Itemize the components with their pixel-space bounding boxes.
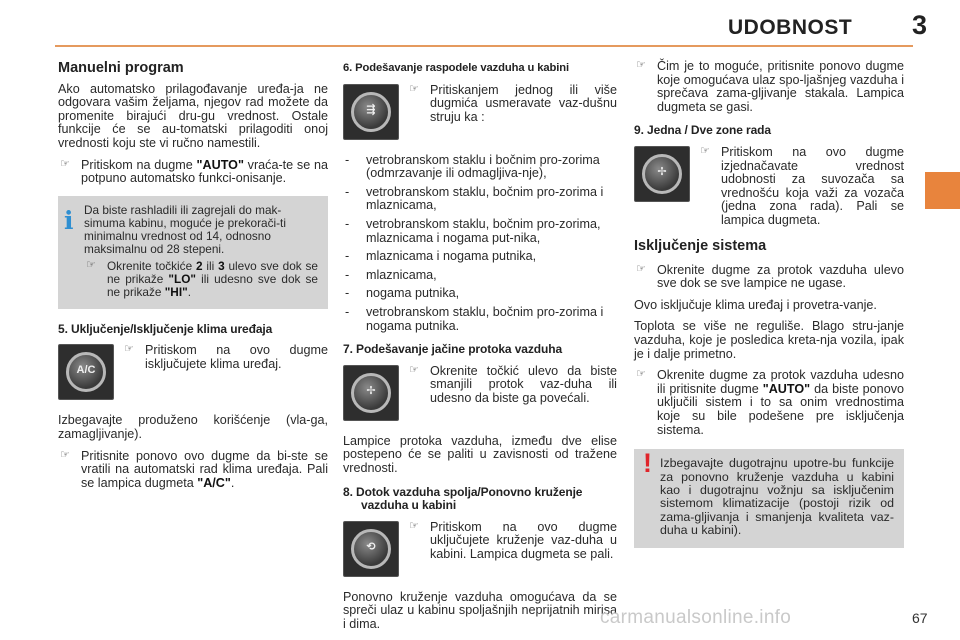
bullet-flow: ☞ Okrenite točkić ulevo da biste smanjili protok vaz-duha ili udesno da biste ga povećali. <box>409 363 617 405</box>
warning-box <box>634 449 904 547</box>
column-right <box>634 58 904 548</box>
pointing-hand-icon: ☞ <box>700 144 710 157</box>
pointing-hand-icon: ☞ <box>60 157 70 170</box>
pointing-hand-icon: ☞ <box>124 343 134 356</box>
distribution-button-block <box>343 84 617 146</box>
distribution-item: - vetrobranskom staklu, bočnim pro-zorima i nogama putnika. <box>345 304 604 333</box>
fan-icon: ✢ <box>366 384 376 397</box>
warning-text: Izbegavajte dugotrajnu upotre-bu funkcije za ponovno kruženje vazduha u kabini kao i dugotrajnu vožnju sa isključenim sistemom klimatizacije (postoji rizik od zama-gljivanja i smanjenja kvaliteta vaz-duha u kabini). <box>660 456 894 538</box>
distribution-item: - mlaznicama i nogama putnika, <box>345 249 537 264</box>
section-title-8: 8. Dotok vazduha spolja/Ponovno kruženje vazduha u kabini <box>343 484 583 513</box>
ac-button-block <box>58 344 328 406</box>
air-flow-knob-image <box>343 365 399 421</box>
zone-button-block <box>634 146 904 232</box>
section-title-9: 9. Jedna / Dve zone rada <box>634 123 771 138</box>
pointing-hand-icon: ☞ <box>409 519 419 532</box>
pointing-hand-icon: ☞ <box>636 262 646 275</box>
pointing-hand-icon: ☞ <box>636 368 646 381</box>
distribution-item: - vetrobranskom staklu i bočnim pro-zorima (odmrzavanje ili odmagljiva-nje), <box>345 152 600 181</box>
section-title-5: 5. Uključenje/Isključenje klima uređaja <box>58 321 273 336</box>
section-title-off: Isključenje sistema <box>634 237 767 254</box>
bullet-zone: ☞ Pritiskom na ovo dugme izjednačavate vrednost udobnosti za suvozača sa vrednošću koja važi za vozača (jedna zona rada). Pali se lampica dugmeta. <box>700 144 904 227</box>
recirculation-button-image <box>343 521 399 577</box>
bullet-ac-off: ☞ Pritiskom na ovo dugme isključujete klima uređaj. <box>124 343 328 371</box>
pointing-hand-icon: ☞ <box>86 258 96 271</box>
flow-knob-block <box>343 365 617 427</box>
pointing-hand-icon: ☞ <box>60 448 70 461</box>
mono-zone-button-image <box>634 146 690 202</box>
exclamation-icon: ! <box>643 448 652 479</box>
header-divider <box>55 45 913 47</box>
off-text-2: Toplota se više ne reguliše. Blago stru-janje vazduha, koje je posledica kreta-nja vozila, ipak je i dalje primetno. <box>634 319 904 361</box>
distribution-item: - mlaznicama, <box>345 267 437 282</box>
bullet-outside-air: ☞ Čim je to moguće, pritisnite ponovo dugme koje omogućava ulaz spo-ljašnjeg vazduha i sprečava zama-gljivanje stakala. Lampica dugmeta se gasi. <box>636 59 904 114</box>
pointing-hand-icon: ☞ <box>409 82 419 95</box>
distribution-item: - nogama putnika, <box>345 286 460 301</box>
info-box <box>58 196 328 309</box>
pointing-hand-icon: ☞ <box>636 59 646 71</box>
chapter-number: 3 <box>912 10 928 40</box>
column-left <box>58 58 328 498</box>
watermark: carmanualsonline.info <box>600 607 792 628</box>
info-icon: i <box>64 205 74 235</box>
air-flow-icon: ⇶ <box>366 103 376 116</box>
page-number: 67 <box>912 610 928 626</box>
bullet-off: ☞ Okrenite dugme za protok vazduha ulevo sve dok se sve lampice ne ugase. <box>636 262 904 291</box>
off-text-1: Ovo isključuje klima uređaj i provetra-vanje. <box>634 297 877 312</box>
bullet-distribution: ☞ Pritiskanjem jednog ili više dugmića usmeravate vaz-dušnu struju ka : <box>409 82 617 124</box>
recirculation-text: Ponovno kruženje vazduha omogućava da se spreči ulaz u kabinu spoljašnjih neprijatnih mirisa i dima. <box>343 589 617 631</box>
ac-button-image <box>58 344 114 400</box>
section-title-7: 7. Podešavanje jačine protoka vazduha <box>343 342 563 357</box>
distribution-item: - vetrobranskom staklu, bočnim pro-zorima i mlaznicama, <box>345 184 604 213</box>
ac-avoid-text: Izbegavajte produženo korišćenje (vla-ga, zamagljivanje). <box>58 413 328 441</box>
info-text: Da biste rashladili ili zagrejali do mak-simuma kabinu, moguće je prekorači-ti minimalnu vrednost od 14, odnosno maksimalnu od 28 stepeni. <box>84 202 286 256</box>
distribution-item: - vetrobranskom staklu, bočnim pro-zorima, mlaznicama i nogama put-nika, <box>345 216 601 245</box>
ac-button-label: A/C <box>76 364 96 377</box>
bullet-recirculation: ☞ Pritiskom na ovo dugme uključujete kruženje vaz-duha u kabini. Lampica dugmeta se pali. <box>409 519 617 561</box>
recirculation-button-block <box>343 521 617 583</box>
air-distribution-button-image <box>343 84 399 140</box>
info-bullet: ☞ Okrenite točkiće 2 ili 3 ulevo sve dok se ne prikaže "LO" ili udesno sve dok se ne prikaže "HI". <box>86 258 318 299</box>
chapter-title: UDOBNOST <box>728 16 853 39</box>
bullet-auto: ☞ Pritiskom na dugme "AUTO" vraća-te se na potpuno automatsko funkci-onisanje. <box>60 157 328 186</box>
manual-intro-text: Ako automatsko prilagođavanje uređa-ja ne odgovara vašim željama, njegov rad možete da promenite birajući dru-gu vrednost. Ostale funkcije će se au-tomatski prilagoditi onoj vrednosti koju ste vi ručno namestili. <box>58 81 328 150</box>
chapter-side-tab <box>925 172 960 209</box>
fan-icon: ✢ <box>657 165 667 178</box>
flow-lamps-text: Lampice protoka vazduha, između dve elise postepeno će se paliti u zavisnosti od tražene vrednosti. <box>343 433 617 475</box>
section-title-6: 6. Podešavanje raspodele vazduha u kabini <box>343 62 569 74</box>
column-middle <box>343 58 617 639</box>
recirculation-icon: ⟲ <box>366 540 376 553</box>
bullet-ac-on: ☞ Pritisnite ponovo ovo dugme da bi-ste se vratili na automatski rad klima uređaja. Pali se lampica dugmeta "A/C". <box>60 448 328 490</box>
section-title-manual: Manuelni program <box>58 60 184 76</box>
pointing-hand-icon: ☞ <box>409 363 419 376</box>
bullet-on-again: ☞ Okrenite dugme za protok vazduha udesno ili pritisnite dugme "AUTO" da biste ponovo uključili sistem i to sa onim vrednostima koje su bile podešene pre isključenja sistema. <box>636 368 904 437</box>
